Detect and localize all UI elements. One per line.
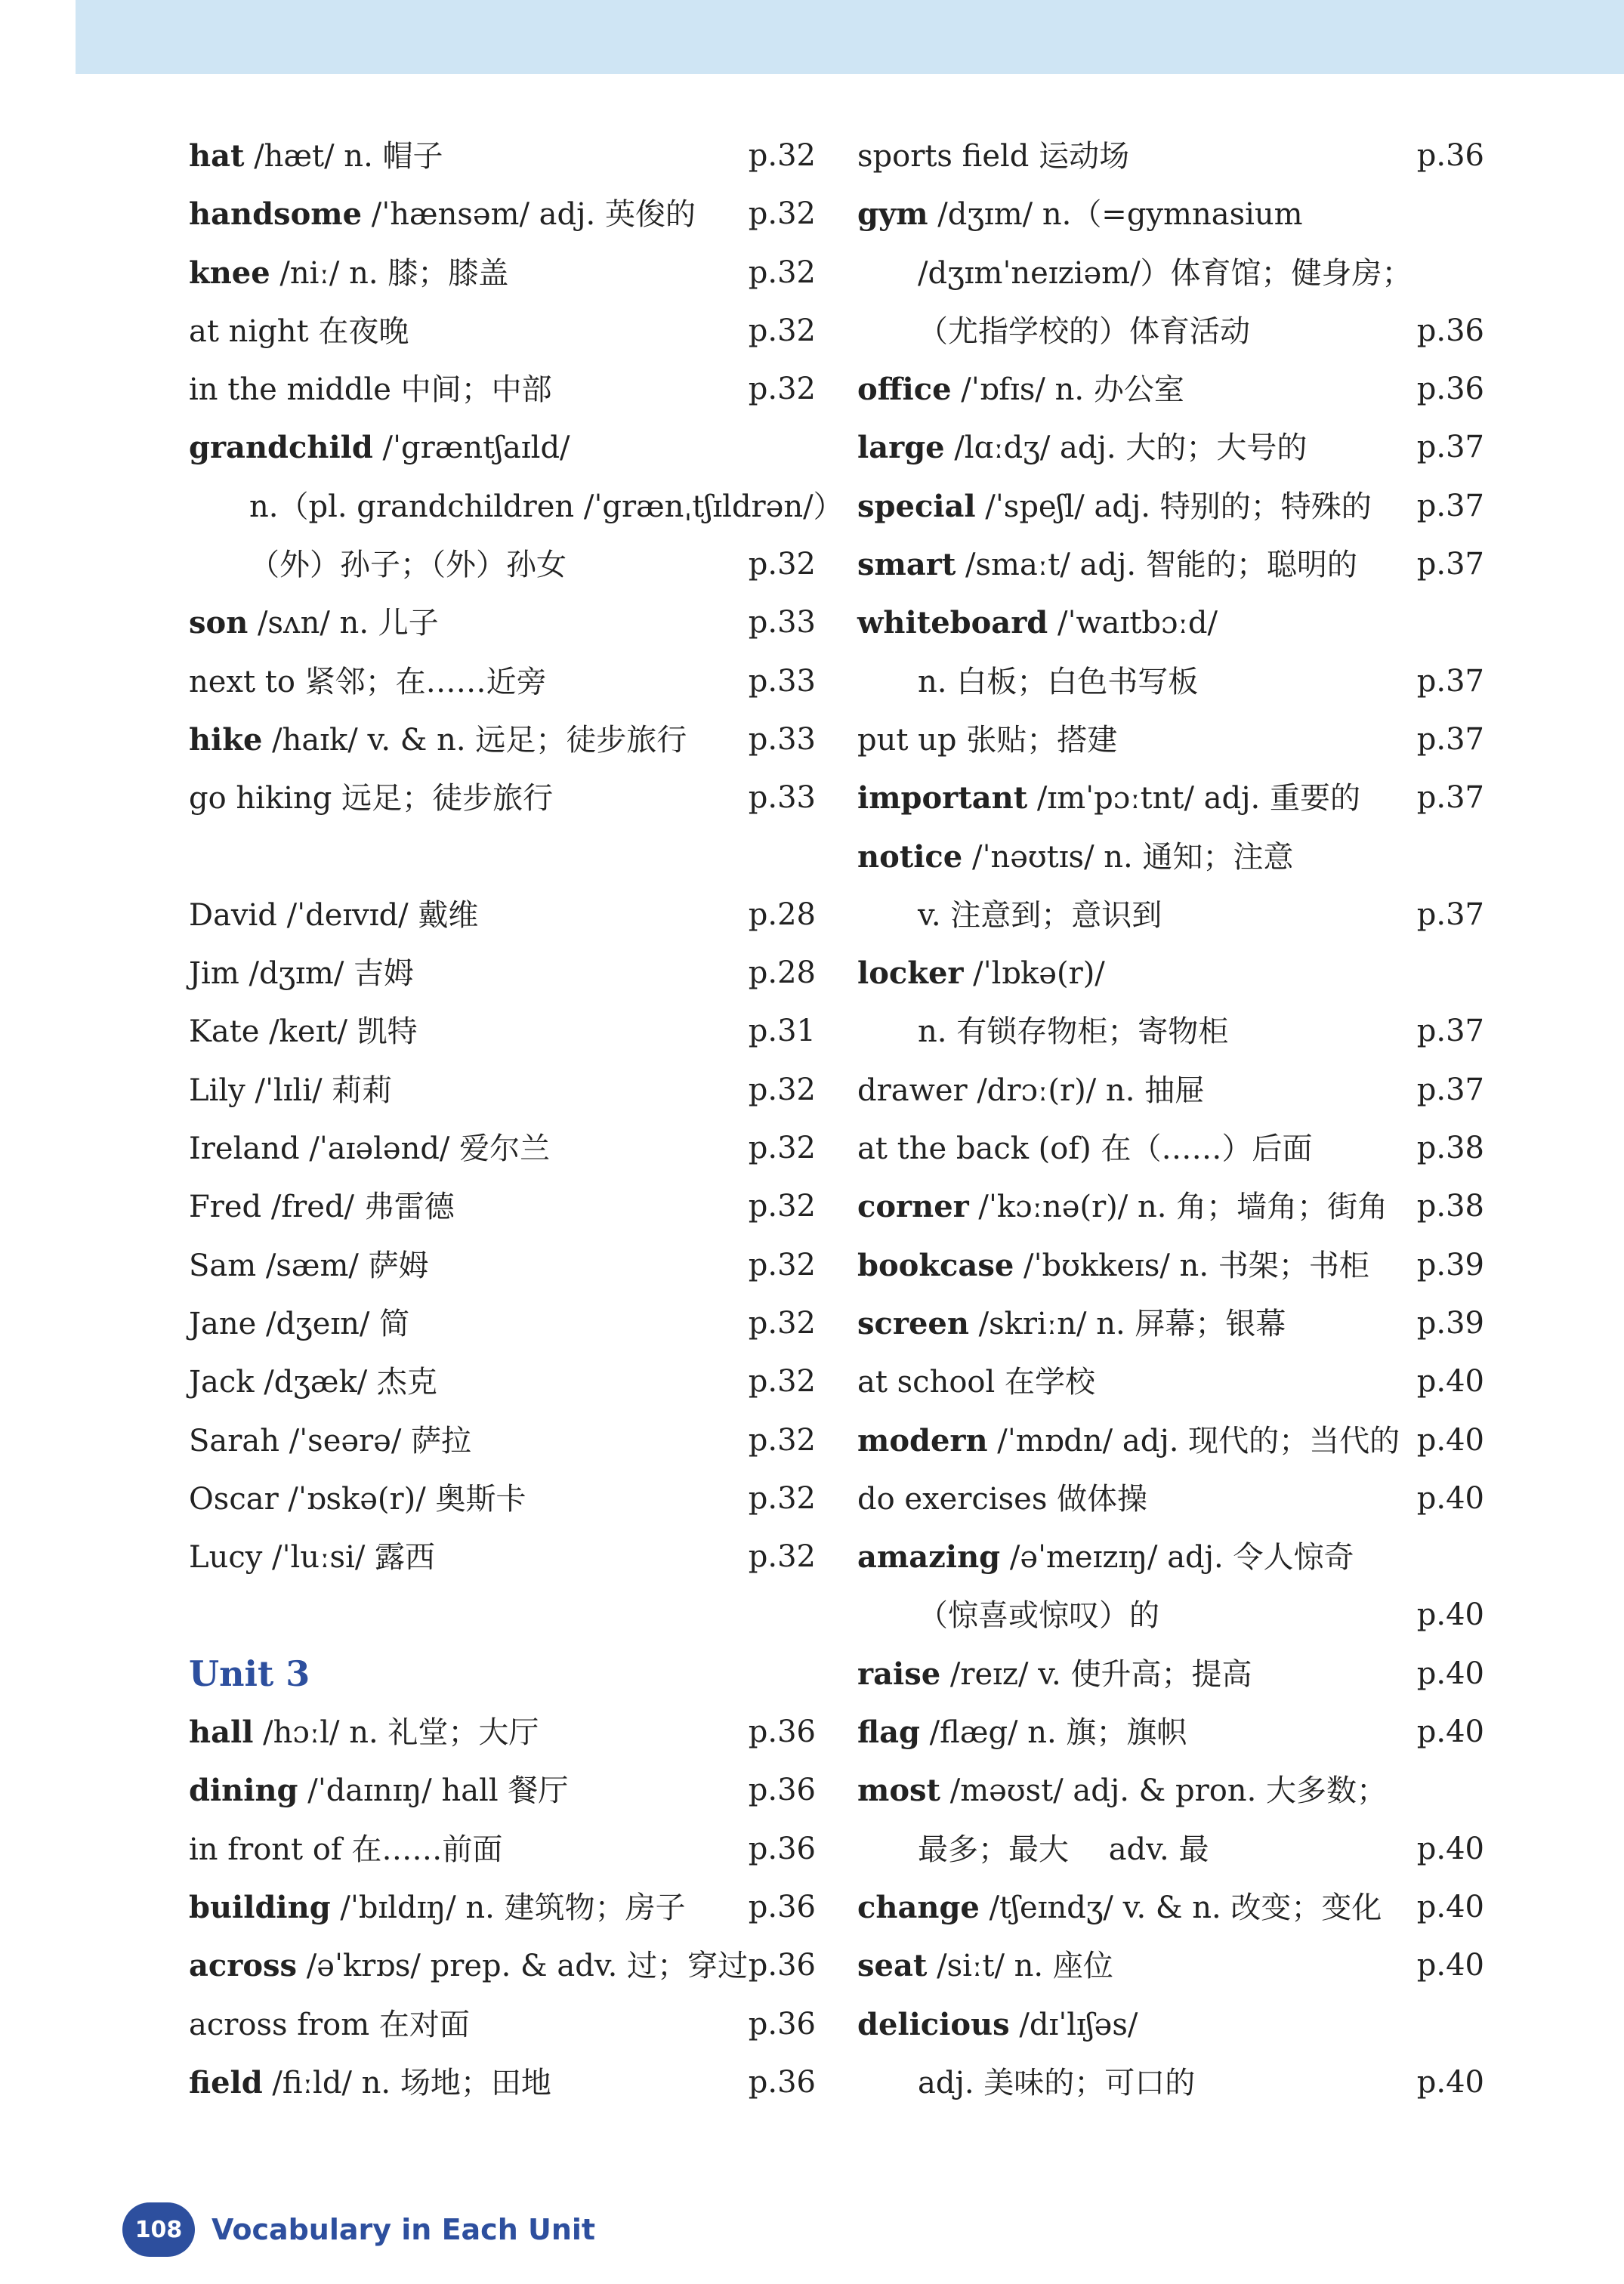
entry-text (857, 1131, 1312, 1166)
page-ref: p.32 (748, 547, 816, 582)
entry-text (857, 431, 1307, 465)
vocab-entry (857, 594, 1484, 652)
entry-text (857, 1890, 1382, 1925)
page-ref: p.40 (1416, 1889, 1484, 1924)
vocab-entry (189, 1353, 816, 1411)
page-ref: p.40 (1416, 1422, 1484, 1458)
vocab-entry (857, 244, 1484, 302)
definition: （尤指学校的）体育活动 (918, 313, 1250, 349)
entry-text (189, 1949, 748, 1983)
page-ref: p.32 (748, 196, 816, 232)
entry-text (189, 431, 570, 465)
vocab-entry (189, 2054, 816, 2112)
entry-text (857, 2008, 1138, 2042)
definition: /əˈkrɒs/ prep. & adv. 过；穿过 (297, 1949, 749, 1984)
definition: /məʊst/ adj. & pron. 大多数； (940, 1773, 1387, 1809)
vocab-entry (857, 1353, 1484, 1411)
headword: notice (857, 838, 963, 875)
page-ref: p.36 (748, 1948, 816, 1983)
entry-text (189, 1773, 568, 1808)
entry-text (857, 2066, 1195, 2100)
vocab-entry (189, 653, 816, 711)
entry-text (189, 1365, 437, 1400)
entry-text (189, 723, 687, 758)
definition: /smaːt/ adj. 智能的；聪明的 (956, 548, 1357, 583)
page-ref: p.28 (748, 955, 816, 991)
vocab-entry (857, 536, 1484, 594)
vocab-entry (189, 302, 816, 360)
entry-text (189, 1482, 526, 1517)
definition: /siːt/ n. 座位 (927, 1949, 1113, 1984)
page-ref: p.32 (748, 138, 816, 173)
definition: at night 在夜晚 (189, 313, 409, 349)
entry-text (189, 2066, 551, 2100)
page-ref: p.36 (748, 1889, 816, 1924)
page-ref: p.28 (748, 897, 816, 932)
definition: /tʃeɪndʒ/ v. & n. 改变；变化 (979, 1890, 1382, 1925)
definition: /ˈkɔːnə(r)/ n. 角；墙角；街角 (968, 1190, 1388, 1225)
definition: at school 在学校 (857, 1365, 1095, 1400)
page-ref: p.37 (1416, 1072, 1484, 1107)
vocab-entry (857, 1295, 1484, 1353)
vocab-entry (189, 769, 816, 827)
definition: /dʒɪmˈneɪziəm/）体育馆；健身房； (918, 255, 1413, 291)
entry-text (189, 1307, 409, 1341)
page-ref: p.37 (1416, 663, 1484, 699)
entry-text (189, 1190, 455, 1224)
entry-text (857, 1657, 1252, 1692)
entry-text (189, 665, 547, 699)
headword: flag (857, 1715, 920, 1751)
vocab-entry (857, 302, 1484, 360)
vocab-entry (857, 2054, 1484, 2112)
entry-text (857, 197, 1303, 232)
definition: /ˈspeʃl/ adj. 特别的；特殊的 (975, 489, 1372, 524)
definition: n.（pl. grandchildren /ˈgrænˌtʃɪldrən/） (249, 489, 844, 524)
vocab-entry (857, 418, 1484, 477)
page-ref: p.33 (748, 605, 816, 640)
definition: 最多；最大 adv. 最 (918, 1832, 1209, 1867)
definition: do exercises 做体操 (857, 1481, 1148, 1517)
vocab-entry (189, 477, 844, 536)
page-ref: p.37 (1416, 488, 1484, 523)
definition: David /ˈdeɪvɪd/ 戴维 (189, 897, 479, 933)
definition: /ˈɒfɪs/ n. 办公室 (951, 372, 1184, 408)
entry-text (857, 840, 1293, 875)
entry-text (857, 665, 1198, 699)
definition: Lucy /ˈluːsi/ 露西 (189, 1540, 436, 1576)
page-ref: p.38 (1416, 1131, 1484, 1166)
entry-text (857, 1014, 1228, 1049)
definition: /hæt/ n. 帽子 (244, 139, 443, 174)
definition: /sʌn/ n. 儿子 (248, 606, 439, 641)
vocab-entry (189, 1937, 816, 1995)
definition: /reɪz/ v. 使升高；提高 (940, 1656, 1252, 1692)
page-ref: p.36 (748, 1831, 816, 1866)
vocab-entry (857, 127, 1484, 185)
entry-text (857, 1307, 1286, 1341)
page-ref: p.36 (1416, 313, 1484, 348)
headword: delicious (857, 2006, 1010, 2042)
page-ref: p.32 (748, 255, 816, 290)
vocab-entry (857, 1177, 1484, 1236)
vocab-entry (189, 1703, 816, 1761)
entry-text (857, 723, 1117, 758)
vocab-entry (857, 1820, 1484, 1878)
definition: /ˈbɪldɪŋ/ n. 建筑物；房子 (330, 1890, 686, 1925)
entry-text (857, 1365, 1095, 1400)
vocab-entry (189, 1119, 816, 1177)
headword: building (189, 1889, 331, 1925)
definition: put up 张贴；搭建 (857, 722, 1118, 758)
headword: important (857, 780, 1028, 816)
headword: large (857, 430, 945, 466)
entry-text (857, 956, 1105, 991)
vocab-entry (857, 711, 1484, 769)
entry-text (857, 1424, 1400, 1458)
page-number-badge: 108 (122, 2202, 195, 2257)
entry-text (189, 197, 696, 232)
headword: gym (857, 196, 928, 233)
page-ref: p.40 (1416, 1831, 1484, 1866)
definition: /ˈdaɪnɪŋ/ hall 餐厅 (298, 1773, 569, 1809)
page-ref: p.40 (1416, 1948, 1484, 1983)
right-column (857, 127, 1484, 2112)
page-ref: p.33 (748, 780, 816, 816)
entry-text (189, 606, 439, 640)
definition: /lɑːdʒ/ adj. 大的；大号的 (944, 431, 1308, 466)
vocab-entry (189, 1470, 816, 1528)
page-ref: p.32 (748, 1480, 816, 1516)
page-ref: p.36 (1416, 372, 1484, 407)
definition: at the back (of) 在（……）后面 (857, 1131, 1313, 1167)
left-column (189, 127, 844, 2112)
definition: /ˈmɒdn/ adj. 现代的；当代的 (987, 1423, 1400, 1458)
vocab-entry (857, 1470, 1484, 1528)
definition: /hɔːl/ n. 礼堂；大厅 (253, 1715, 539, 1751)
footer-title: Vocabulary in Each Unit (211, 2213, 596, 2246)
entry-text (857, 139, 1129, 174)
entry-text (189, 2008, 470, 2042)
page-ref: p.33 (748, 663, 816, 699)
definition: /ˈgræntʃaɪld/ (372, 431, 570, 466)
definition: /niː/ n. 膝；膝盖 (270, 255, 509, 291)
headword: amazing (857, 1539, 1001, 1576)
page-ref: p.40 (1416, 1364, 1484, 1400)
definition: Unit 3 (189, 1653, 310, 1694)
vocab-entry (189, 418, 816, 477)
definition: /ˈnəʊtɪs/ n. 通知；注意 (962, 839, 1294, 875)
definition: drawer /drɔː(r)/ n. 抽屉 (857, 1073, 1206, 1108)
entry-text (189, 1424, 471, 1458)
page-ref: p.39 (1416, 1305, 1484, 1341)
entry-text (189, 1890, 686, 1925)
definition: /haɪk/ v. & n. 远足；徒步旅行 (262, 722, 687, 758)
entry-text (857, 1715, 1187, 1750)
page-ref: p.40 (1416, 2064, 1484, 2100)
headword: hall (189, 1715, 254, 1751)
page-ref: p.36 (748, 1773, 816, 1808)
vocab-entry (189, 360, 816, 418)
unit-heading (189, 1645, 816, 1703)
page-ref: p.37 (1416, 721, 1484, 757)
definition: in the middle 中间；中部 (189, 372, 552, 408)
entry-text (189, 1653, 310, 1694)
vocab-entry (189, 711, 816, 769)
definition: Jane /dʒeɪn/ 简 (189, 1306, 410, 1341)
vocab-entry (189, 1528, 816, 1586)
headword: special (857, 488, 976, 524)
entry-text (857, 256, 1413, 291)
vocab-entry (189, 1761, 816, 1819)
entry-text (189, 489, 844, 524)
headword: son (189, 605, 249, 641)
page-ref: p.40 (1416, 1656, 1484, 1691)
vocab-entry (857, 1645, 1484, 1703)
definition: /ˈhænsəm/ adj. 英俊的 (362, 197, 696, 233)
entry-text (857, 372, 1184, 407)
definition: n. 有锁存物柜；寄物柜 (918, 1014, 1229, 1050)
page-ref: p.36 (748, 2064, 816, 2100)
vocab-entry (189, 944, 816, 1002)
entry-text (189, 1014, 418, 1049)
vocab-entry (857, 944, 1484, 1002)
vocab-entry (189, 244, 816, 302)
vocab-entry (857, 1236, 1484, 1295)
entry-text (189, 1073, 392, 1108)
vocab-entry (189, 1995, 816, 2054)
definition: Lily /ˈlɪli/ 莉莉 (189, 1073, 393, 1108)
vocab-entry (189, 1820, 816, 1878)
entry-text (189, 781, 553, 816)
vocab-entry (189, 185, 816, 243)
entry-text (189, 898, 478, 933)
headword: field (189, 2064, 263, 2100)
definition: sports field 运动场 (857, 139, 1130, 174)
headword: bookcase (857, 1247, 1014, 1283)
headword: across (189, 1948, 298, 1984)
entry-text (857, 781, 1360, 816)
vocab-entry (189, 1002, 816, 1060)
page-ref: p.32 (748, 1131, 816, 1166)
entry-text (189, 1715, 539, 1750)
entry-text (857, 1598, 1159, 1633)
definition: /ˈbʊkkeɪs/ n. 书架；书柜 (1014, 1248, 1369, 1283)
entry-text (189, 1248, 429, 1283)
definition: in front of 在……前面 (189, 1832, 503, 1867)
vocab-entry (189, 127, 816, 185)
page-ref: p.32 (748, 313, 816, 348)
definition: /ˈlɒkə(r)/ (963, 956, 1105, 992)
definition: （惊喜或惊叹）的 (918, 1598, 1159, 1634)
entry-text (857, 1540, 1354, 1575)
definition: Ireland /ˈaɪələnd/ 爱尔兰 (189, 1131, 551, 1167)
definition: /flæg/ n. 旗；旗帜 (919, 1715, 1187, 1751)
vocab-entry (857, 828, 1484, 886)
page-ref: p.40 (1416, 1715, 1484, 1750)
page-ref: p.39 (1416, 1247, 1484, 1282)
vocab-entry (857, 477, 1484, 536)
page-ref: p.37 (1416, 780, 1484, 816)
headword: whiteboard (857, 605, 1048, 641)
entry-text (189, 256, 508, 291)
vocab-entry (189, 1586, 816, 1644)
page-ref: p.32 (748, 1247, 816, 1282)
definition: /dɪˈlɪʃəs/ (1009, 2007, 1138, 2042)
vocab-entry (857, 1878, 1484, 1937)
headword: handsome (189, 196, 363, 233)
definition: next to 紧邻；在……近旁 (189, 664, 547, 699)
definition: /fiːld/ n. 场地；田地 (262, 2065, 551, 2100)
entry-text (857, 606, 1218, 640)
definition: /dʒɪm/ n.（=gymnasium (928, 197, 1303, 233)
headword: smart (857, 547, 956, 583)
headword: office (857, 372, 952, 408)
vocab-entry (857, 1412, 1484, 1470)
vocab-entry (857, 1937, 1484, 1995)
entry-text (189, 314, 409, 349)
definition: Kate /keɪt/ 凯特 (189, 1014, 418, 1050)
page-ref: p.33 (748, 721, 816, 757)
entry-text (857, 1482, 1147, 1517)
page-ref: p.37 (1416, 1014, 1484, 1049)
entry-text (189, 956, 414, 991)
page-ref: p.36 (748, 1715, 816, 1750)
page-ref: p.37 (1416, 547, 1484, 582)
definition: Jack /dʒæk/ 杰克 (189, 1365, 437, 1400)
page-ref: p.36 (748, 2006, 816, 2042)
definition: go hiking 远足；徒步旅行 (189, 781, 554, 816)
vocab-entry (189, 594, 816, 652)
vocab-entry (189, 1177, 816, 1236)
vocab-entry (857, 1119, 1484, 1177)
headword: change (857, 1889, 980, 1925)
page-ref: p.32 (748, 1305, 816, 1341)
page-ref: p.38 (1416, 1189, 1484, 1224)
vocab-entry (857, 1995, 1484, 2054)
entry-text (857, 1773, 1387, 1808)
entry-text (189, 372, 552, 407)
entry-text (189, 548, 567, 582)
page-ref: p.37 (1416, 430, 1484, 465)
page-ref: p.32 (748, 1422, 816, 1458)
entry-text (189, 1131, 550, 1166)
page-ref: p.31 (748, 1014, 816, 1049)
vocab-entry (857, 1061, 1484, 1119)
vocab-entry (857, 1703, 1484, 1761)
headword: raise (857, 1656, 941, 1692)
headword: knee (189, 255, 270, 291)
entry-text (857, 1190, 1388, 1224)
page-ref: p.40 (1416, 1597, 1484, 1633)
entry-text (189, 139, 443, 174)
page-ref: p.32 (748, 1539, 816, 1575)
definition: /ɪmˈpɔːtnt/ adj. 重要的 (1027, 781, 1360, 816)
vocab-entry (189, 1412, 816, 1470)
entry-text (857, 1832, 1209, 1867)
definition: n. 白板；白色书写板 (918, 664, 1199, 699)
entry-text (857, 548, 1357, 582)
definition: /ˈwaɪtbɔːd/ (1048, 606, 1218, 641)
page-ref: p.32 (748, 1189, 816, 1224)
vocab-entry (857, 1761, 1484, 1819)
vocab-entry (189, 1878, 816, 1937)
vocab-entry (189, 886, 816, 944)
vocab-entry (189, 828, 816, 886)
entry-text (857, 1248, 1369, 1283)
top-color-band (76, 0, 1624, 74)
definition: across from 在对面 (189, 2007, 470, 2042)
vocab-entry (857, 1002, 1484, 1060)
headword: modern (857, 1422, 988, 1458)
definition: /əˈmeɪzɪŋ/ adj. 令人惊奇 (1000, 1540, 1354, 1576)
entry-text (857, 898, 1162, 933)
headword: locker (857, 955, 964, 992)
vocab-entry (857, 769, 1484, 827)
vocab-entry (857, 886, 1484, 944)
entry-text (857, 1073, 1205, 1108)
page-ref: p.32 (748, 1072, 816, 1107)
page-ref: p.37 (1416, 897, 1484, 932)
definition: Oscar /ˈɒskə(r)/ 奥斯卡 (189, 1481, 526, 1517)
vocab-entry (857, 1528, 1484, 1586)
definition: Fred /fred/ 弗雷德 (189, 1190, 455, 1225)
headword: hike (189, 721, 263, 758)
headword: screen (857, 1305, 969, 1341)
definition: Jim /dʒɪm/ 吉姆 (189, 956, 415, 992)
page-ref: p.36 (1416, 138, 1484, 173)
vocab-entry (189, 1061, 816, 1119)
headword: dining (189, 1773, 298, 1809)
headword: corner (857, 1189, 969, 1225)
vocab-entry (857, 1586, 1484, 1644)
entry-text (857, 1949, 1113, 1983)
page-footer (122, 2199, 595, 2260)
headword: seat (857, 1948, 928, 1984)
vocab-entry (189, 1295, 816, 1353)
definition: v. 注意到；意识到 (918, 897, 1162, 933)
entry-text (857, 314, 1250, 349)
entry-text (189, 1540, 435, 1575)
definition: /skriːn/ n. 屏幕；银幕 (968, 1306, 1286, 1341)
headword: hat (189, 138, 245, 174)
vocab-entry (857, 653, 1484, 711)
page-ref: p.32 (748, 1364, 816, 1400)
definition: adj. 美味的；可口的 (918, 2065, 1196, 2100)
vocab-entry (189, 1236, 816, 1295)
definition: （外）孙子；（外）孙女 (249, 548, 567, 583)
headword: most (857, 1773, 940, 1809)
vocab-entry (857, 360, 1484, 418)
definition: Sarah /ˈseərə/ 萨拉 (189, 1423, 472, 1458)
entry-text (857, 489, 1372, 524)
page-ref: p.32 (748, 372, 816, 407)
headword: grandchild (189, 430, 373, 466)
page-ref: p.40 (1416, 1480, 1484, 1516)
entry-text (189, 1832, 502, 1867)
vocab-entry (189, 536, 816, 594)
definition: Sam /sæm/ 萨姆 (189, 1248, 429, 1283)
vocab-entry (857, 185, 1484, 243)
